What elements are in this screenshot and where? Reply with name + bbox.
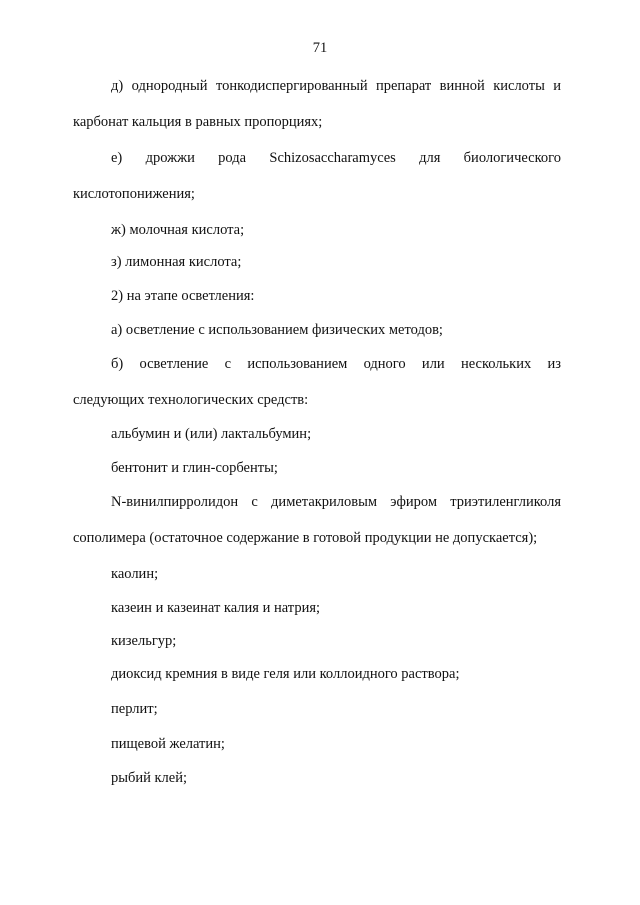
- list-item-vinylpyrrolidone-line1: N-винилпирролидон с диметакриловым эфиром триэтиленгликоля: [111, 494, 561, 510]
- list-item-perlite: перлит;: [111, 701, 158, 717]
- para-clarification-stage: 2) на этапе осветления:: [111, 288, 255, 304]
- list-item-kaolin: каолин;: [111, 566, 159, 582]
- para-e-line2: кислотопонижения;: [73, 186, 195, 202]
- list-item-vinylpyrrolidone-line2: сополимера (остаточное содержание в готовой продукции не допускается);: [73, 530, 538, 546]
- para-b-line1: б) осветление с использованием одного или нескольких из: [111, 356, 561, 372]
- para-b-line2: следующих технологических средств:: [73, 392, 309, 408]
- para-a: а) осветление с использованием физических методов;: [111, 322, 443, 338]
- para-d-line2: карбонат кальция в равных пропорциях;: [73, 114, 323, 130]
- page-number: 71: [312, 40, 328, 56]
- list-item-silica: диоксид кремния в виде геля или коллоидного раствора;: [111, 666, 460, 682]
- list-item-gelatin: пищевой желатин;: [111, 736, 225, 752]
- list-item-fish-glue: рыбий клей;: [111, 770, 188, 786]
- list-item-albumin: альбумин и (или) лактальбумин;: [111, 426, 312, 442]
- para-e-line1: е) дрожжи рода Schizosaccharamyces для биологического: [111, 150, 561, 166]
- list-item-kieselguhr: кизельгур;: [111, 633, 177, 649]
- list-item-casein: казеин и казеинат калия и натрия;: [111, 600, 321, 616]
- para-zh: ж) молочная кислота;: [111, 222, 245, 238]
- para-z: з) лимонная кислота;: [111, 254, 242, 270]
- para-d-line1: д) однородный тонкодиспергированный препарат винной кислоты и: [111, 78, 561, 94]
- list-item-bentonite: бентонит и глин-сорбенты;: [111, 460, 278, 476]
